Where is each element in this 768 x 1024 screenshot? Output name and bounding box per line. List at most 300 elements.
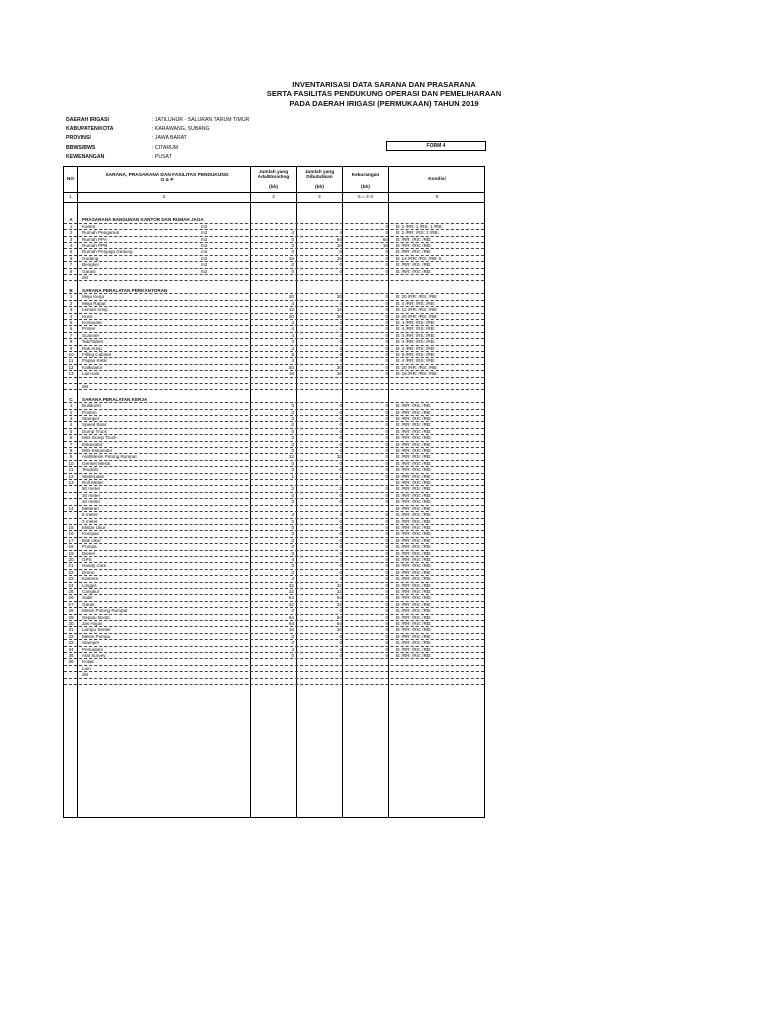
item-name: Bak Ukur <box>82 537 101 543</box>
condition: B: /RR: /RS: /RB: <box>396 653 432 659</box>
row-no: 5 <box>69 428 73 434</box>
qty-existing: 4 <box>291 556 294 562</box>
qty-existing: 1 <box>291 473 294 479</box>
item-name: 5 meter <box>82 512 98 518</box>
item-name: Meja Rapat <box>82 300 106 306</box>
item-name: Meja Kerja <box>82 294 104 300</box>
qty-shortage: 0 <box>385 351 388 357</box>
row-no: 3 <box>69 236 73 242</box>
row-no: 10 <box>68 351 74 357</box>
qty-shortage: 0 <box>385 294 388 300</box>
col-index-5: 5 = 4-3 <box>357 195 374 200</box>
item-name: Kantor <box>82 223 96 229</box>
item-name: Rumah Pengamat <box>82 230 120 236</box>
qty-needed: 4 <box>339 332 342 338</box>
qty-existing: 4 <box>291 319 294 325</box>
condition: B: /RR: /RS: /RB: <box>396 505 432 511</box>
item-name: Kamera <box>82 576 99 582</box>
qty-shortage: 0 <box>385 313 388 319</box>
item-unit: m2 <box>201 255 208 261</box>
item-unit: m2 <box>201 223 208 229</box>
qty-shortage: 0 <box>385 345 388 351</box>
section-title: PRASARANA BANGUNAN KANTOR DAN RUMAH JAGA <box>82 217 204 223</box>
item-name: Waterpass <box>82 473 104 479</box>
row-no: 29 <box>68 614 74 620</box>
col-index-3: 3 <box>272 195 275 200</box>
item-name: Papan Ketik <box>82 358 107 364</box>
qty-shortage: 0 <box>385 627 388 633</box>
row-no: B <box>69 287 73 293</box>
qty-existing: 0 <box>291 249 294 255</box>
item-name: Lain <box>82 665 91 671</box>
qty-shortage: 0 <box>385 595 388 601</box>
qty-shortage: 18 <box>382 243 388 249</box>
row-no: 12 <box>68 364 74 370</box>
info-label: BBWS/BWS <box>66 144 96 151</box>
condition: B: 4 /RR: /RS: /RB: <box>396 339 436 345</box>
qty-shortage: 0 <box>385 403 388 409</box>
condition: B: /RR: /RS: /RB: <box>396 268 432 274</box>
row-no: 14 <box>68 505 74 511</box>
row-no: 24 <box>68 582 74 588</box>
qty-existing: 4 <box>291 339 294 345</box>
row-no: A <box>69 217 73 223</box>
qty-shortage: 0 <box>385 614 388 620</box>
item-name: Printer <box>82 326 96 332</box>
row-no: 6 <box>69 255 73 261</box>
qty-existing: 64 <box>288 614 294 620</box>
condition: B: 4 /RR: /RS: /RB: <box>396 300 436 306</box>
info-value: : CITARUM <box>152 144 179 151</box>
qty-needed: 0 <box>339 435 342 441</box>
row-no: 6 <box>69 326 73 332</box>
item-name: Kompas <box>82 531 99 537</box>
condition: B: /RR: /RS: /RB: <box>396 409 432 415</box>
condition: B: /RR: /RS: /RB: <box>396 627 432 633</box>
qty-existing: 16 <box>288 627 294 633</box>
qty-needed: 0 <box>339 633 342 639</box>
qty-existing: 16 <box>288 371 294 377</box>
row-no: 9 <box>69 454 73 460</box>
condition: B: /RR: /RS: /RB: <box>396 460 432 466</box>
row-no: 30 <box>68 621 74 626</box>
qty-shortage: 0 <box>385 364 388 370</box>
row-no: 2 <box>69 230 73 236</box>
info-label: KABUPATEN/KOTA <box>66 126 114 133</box>
row-no: 2 <box>69 409 73 415</box>
col-index-1: 1 <box>69 195 72 200</box>
qty-shortage: 0 <box>385 416 388 421</box>
row-no: 32 <box>68 633 74 639</box>
row-no: 13 <box>68 371 74 377</box>
qty-shortage: 0 <box>385 473 388 479</box>
item-name: Cangkul <box>82 588 99 594</box>
info-label: KEWENANGAN <box>66 153 105 160</box>
qty-shortage: 0 <box>385 467 388 473</box>
qty-needed: 0 <box>339 448 342 454</box>
info-label: PROVINSI <box>66 135 91 142</box>
qty-needed: 32 <box>336 454 342 460</box>
item-name: Bulldozer <box>82 403 102 409</box>
condition: B: 4 /RR: /RS: /RB: <box>396 345 436 351</box>
item-name: Diesel <box>82 550 95 556</box>
qty-needed: 0 <box>339 428 342 434</box>
row-no: 31 <box>68 627 74 633</box>
item-name: 3 meter <box>82 518 98 524</box>
condition: B: /RR: /RS: /RB: <box>396 454 432 460</box>
item-name: Gudang <box>82 255 99 261</box>
qty-shortage: 0 <box>385 556 388 562</box>
item-name: Drone <box>82 569 95 575</box>
qty-shortage: 0 <box>385 307 388 313</box>
qty-existing: 0 <box>291 640 294 646</box>
qty-needed: 4 <box>339 576 342 582</box>
condition: B: /RR: /RS: /RB: <box>396 518 432 524</box>
condition: B: 4 /RR: /RS: /RB: <box>396 319 436 325</box>
condition: B: /RR: /RS: /RB: <box>396 550 432 556</box>
condition: B: /RR: /RS: /RB: <box>396 486 432 492</box>
qty-existing: 0 <box>291 428 294 434</box>
condition: B: /RR: /RS: /RB: <box>396 243 432 249</box>
qty-existing: 0 <box>291 492 294 498</box>
condition: B: /RR: /RS: /RB: <box>396 576 432 582</box>
info-value: : JATILUHUR - SALURAN TARUM TIMUR <box>152 117 250 123</box>
qty-needed: 20 <box>336 364 342 370</box>
row-no: 3 <box>69 307 73 313</box>
condition: B: /RR: /RS: /RB: <box>396 569 432 575</box>
info-value: : KARAWANG, SUBANG <box>152 126 210 133</box>
condition: B: /RR: /RS: /RB: <box>396 473 432 479</box>
item-name: Garasi <box>82 268 96 274</box>
row-no: 15 <box>68 524 74 530</box>
item-name: Scanner <box>82 332 100 338</box>
header-unit-kurang: (bh) <box>360 185 371 190</box>
qty-existing: 12 <box>288 307 294 313</box>
condition: B: /RR: /RS: /RB: <box>396 512 432 518</box>
inventory-table <box>63 166 485 818</box>
qty-needed: 32 <box>336 601 342 607</box>
qty-existing: 0 <box>291 633 294 639</box>
qty-shortage: 0 <box>385 249 388 255</box>
qty-existing: 32 <box>288 601 294 607</box>
condition: B: 20 /RR: /RS: /RB: <box>396 364 438 370</box>
condition: B: /RR: /RS: /RB: <box>396 448 432 454</box>
qty-needed: 0 <box>339 441 342 447</box>
item-name: Meteran <box>82 505 99 511</box>
row-no: 11 <box>68 358 74 364</box>
item-name: Stamper <box>82 640 100 646</box>
section-title: SARANA PERALATAN PERKANTORAN <box>82 287 168 293</box>
condition: B: 20 /RR: /RS: /RB: <box>396 294 438 300</box>
row-no: 6 <box>69 435 73 441</box>
row-no: 4 <box>69 313 73 319</box>
qty-existing: 0 <box>291 518 294 524</box>
qty-needed: 64 <box>336 614 342 620</box>
row-no: 34 <box>68 646 74 652</box>
qty-needed: 4 <box>339 339 342 345</box>
item-name: 10 meter <box>82 499 101 505</box>
qty-existing: 0 <box>291 236 294 242</box>
qty-needed: 16 <box>336 627 342 633</box>
qty-existing: 0 <box>291 416 294 421</box>
qty-shortage: 0 <box>385 608 388 614</box>
header-butuh: Jumlah yang Dibutuhkan <box>304 170 335 181</box>
item-name: Rumah PPA <box>82 236 107 242</box>
qty-shortage: 0 <box>385 332 388 338</box>
item-name: dst <box>82 275 89 281</box>
qty-needed: 0 <box>339 499 342 505</box>
condition: B: /RR: /RS: /RB: <box>396 614 432 620</box>
qty-shortage: 0 <box>385 262 388 268</box>
row-no: 16 <box>68 531 74 537</box>
row-no: 20 <box>68 556 74 562</box>
title-line-3: PADA DAERAH IRIGASI (PERMUKAAN) TAHUN 2019 <box>289 98 479 108</box>
qty-needed: 64 <box>336 236 342 242</box>
qty-needed: 0 <box>339 524 342 530</box>
qty-existing: 0 <box>291 422 294 428</box>
condition: B: /RR: /RS: /RB: <box>396 582 432 588</box>
qty-needed: 0 <box>339 550 342 556</box>
qty-shortage: 0 <box>385 544 388 550</box>
qty-shortage: 0 <box>385 339 388 345</box>
row-no: 8 <box>69 448 73 454</box>
qty-needed: 2 <box>339 486 342 492</box>
condition: B: /RR: /RS: /RB: <box>396 608 432 614</box>
row-no: 3 <box>69 416 73 421</box>
qty-existing: 20 <box>288 294 294 300</box>
qty-existing: 0 <box>291 524 294 530</box>
qty-shortage: 0 <box>385 448 388 454</box>
qty-needed: 0 <box>339 467 342 473</box>
item-name: Mini Eskavator <box>82 448 113 454</box>
row-no: 5 <box>69 249 73 255</box>
qty-needed: 0 <box>339 653 342 659</box>
row-no: 18 <box>68 544 74 550</box>
qty-needed: 0 <box>339 531 342 537</box>
item-name: Pompa <box>82 544 97 550</box>
qty-shortage: 0 <box>385 428 388 434</box>
qty-existing: 4 <box>291 358 294 364</box>
header-kurang: Kekurangan <box>351 173 380 178</box>
qty-existing: 0 <box>291 448 294 454</box>
condition: B: 20 /RR: /RS: /RB: <box>396 313 438 319</box>
item-name: Sabit <box>82 595 93 601</box>
condition: B: /RR: /RS: /RB: <box>396 531 432 537</box>
condition: B: /RR: /RS: /RB: <box>396 621 432 626</box>
row-no: 9 <box>69 345 73 351</box>
qty-shortage: 0 <box>385 640 388 646</box>
item-name: Alat/Mesin Potong Rumput <box>82 454 137 460</box>
qty-needed: 4 <box>339 319 342 325</box>
item-name: Sepatu Boots <box>82 614 110 620</box>
header-kondisi: Kondisi <box>428 177 446 182</box>
item-name: Mesin Potong Rumput <box>82 608 128 614</box>
qty-shortage: 0 <box>385 441 388 447</box>
item-name: Mini Dump Truck <box>82 435 117 441</box>
qty-existing: 0 <box>291 268 294 274</box>
qty-shortage: 0 <box>385 531 388 537</box>
condition: B: /RR: /RS: /RB: <box>396 499 432 505</box>
condition: B: /RR: /RS: /RB: <box>396 467 432 473</box>
qty-needed: 0 <box>339 416 342 421</box>
item-name: Mistar Ukur <box>82 524 106 530</box>
qty-needed: 16 <box>336 371 342 377</box>
qty-needed: 0 <box>339 409 342 415</box>
qty-needed: 64 <box>336 595 342 601</box>
info-row <box>66 144 249 153</box>
condition: B: /RR: /RS: /RB: <box>396 422 432 428</box>
condition: B: /RR: /RS: /RB: <box>396 646 432 652</box>
qty-existing: 4 <box>291 576 294 582</box>
row-no: 4 <box>69 422 73 428</box>
qty-existing: 64 <box>288 595 294 601</box>
condition: B: /RR: /RS: /RB: <box>396 441 432 447</box>
item-name: dst <box>82 672 89 678</box>
condition: B: /RR: /RS: /RB: <box>396 544 432 550</box>
item-name: Linggis <box>82 582 97 588</box>
condition: B: /RR: /RS: /RB: <box>396 595 432 601</box>
qty-existing: 4 <box>291 332 294 338</box>
row-no: 1 <box>69 294 73 300</box>
qty-existing: 2 <box>291 486 294 492</box>
qty-needed: 0 <box>339 268 342 274</box>
qty-needed: 4 <box>339 646 342 652</box>
item-name: Handy Cam <box>82 563 107 569</box>
info-value: : PUSAT <box>152 153 172 160</box>
info-row <box>66 134 249 143</box>
row-no: 21 <box>68 563 74 569</box>
qty-needed: 4 <box>339 300 342 306</box>
row-no: 1 <box>69 403 73 409</box>
qty-shortage: 0 <box>385 326 388 332</box>
item-unit: m2 <box>201 249 208 255</box>
qty-existing: 8 <box>291 351 294 357</box>
qty-shortage: 0 <box>385 569 388 575</box>
qty-needed: 18 <box>336 243 342 249</box>
qty-existing: 0 <box>291 435 294 441</box>
qty-shortage: 0 <box>385 524 388 530</box>
item-name: Teodolit <box>82 467 98 473</box>
qty-needed: 20 <box>336 294 342 300</box>
qty-shortage: 0 <box>385 486 388 492</box>
row-no: 4 <box>69 243 73 249</box>
qty-needed: 1 <box>339 473 342 479</box>
row-no: 7 <box>69 262 73 268</box>
row-no: 10 <box>68 460 74 466</box>
header-no: NO <box>66 177 75 182</box>
qty-existing: 0 <box>291 537 294 543</box>
title-line-2: SERTA FASILITAS PENDUKUNG OPERASI DAN PEMELIHARAAN <box>266 89 502 99</box>
condition: B: /RR: /RS: /RB: <box>396 537 432 543</box>
qty-existing: 0 <box>291 403 294 409</box>
row-no: C <box>69 396 73 402</box>
info-row <box>66 125 249 134</box>
row-no: 5 <box>69 319 73 325</box>
qty-needed: 8 <box>339 351 342 357</box>
col-index-6: 6 <box>435 195 439 200</box>
condition: B: /RR: /RS: /RB: <box>396 428 432 434</box>
qty-existing: 0 <box>291 243 294 249</box>
row-no: 17 <box>68 537 74 543</box>
qty-needed: 19 <box>336 255 342 261</box>
item-name: Stamper <box>82 416 100 421</box>
qty-shortage: 0 <box>385 550 388 556</box>
condition: B: /RR: /RS: /RB: <box>396 640 432 646</box>
qty-needed: 0 <box>339 518 342 524</box>
row-no: 26 <box>68 595 74 601</box>
row-no: 35 <box>68 653 74 659</box>
qty-existing: 4 <box>291 230 294 236</box>
row-no: 27 <box>68 601 74 607</box>
qty-shortage: 0 <box>385 223 388 229</box>
item-unit: m2 <box>201 243 208 249</box>
header-divider <box>64 192 484 193</box>
row-no: 8 <box>69 339 73 345</box>
qty-existing: 4 <box>291 512 294 518</box>
qty-existing: 4 <box>291 646 294 652</box>
qty-needed: 0 <box>339 569 342 575</box>
condition: B: /RR: /RS: /RB: <box>396 480 432 486</box>
item-unit: m2 <box>201 262 208 268</box>
qty-needed: 0 <box>339 544 342 550</box>
qty-existing: 4 <box>291 326 294 332</box>
qty-existing: 0 <box>291 499 294 505</box>
item-name: Kursi <box>82 313 93 319</box>
qty-existing: 0 <box>291 531 294 537</box>
qty-existing: 0 <box>291 653 294 659</box>
item-name: Genset Mesin <box>82 460 111 466</box>
item-unit: m2 <box>201 268 208 274</box>
qty-needed: 0 <box>339 403 342 409</box>
form-label: FORM 4 <box>386 141 486 151</box>
qty-existing: 0 <box>291 608 294 614</box>
qty-shortage: 0 <box>385 633 388 639</box>
header-divider <box>64 202 484 203</box>
qty-existing: 0 <box>291 550 294 556</box>
item-name: Filling Cabinet <box>82 351 112 357</box>
qty-shortage: 0 <box>385 371 388 377</box>
qty-needed: 0 <box>339 249 342 255</box>
row-no: 36 <box>68 659 74 665</box>
row-no: 12 <box>68 473 74 479</box>
condition: B: /RR: /RS: /RB: <box>396 588 432 594</box>
item-name: Kalkulator <box>82 364 103 370</box>
condition: B: /RR: /RS: /RB: <box>396 236 432 242</box>
item-name: Komputer <box>82 319 102 325</box>
condition: B: /RR: /RS: /RB: <box>396 601 432 607</box>
qty-existing: 0 <box>291 409 294 415</box>
item-name: Tab/Tablet <box>82 339 103 345</box>
item-name: Garuk <box>82 601 95 607</box>
qty-shortage: 0 <box>385 601 388 607</box>
item-name: Pemadam <box>82 646 103 652</box>
condition: B: /RR: /RS: /RB: <box>396 563 432 569</box>
condition: B: /RR: /RS: /RB: <box>396 556 432 562</box>
qty-needed: 4 <box>339 326 342 332</box>
qty-shortage: 0 <box>385 518 388 524</box>
qty-needed: 4 <box>339 230 342 236</box>
qty-needed: 0 <box>339 608 342 614</box>
condition: B: 14 /RR: /RS: /RB: 5 <box>396 255 442 261</box>
condition: B: /RR: /RS: /RB: <box>396 435 432 441</box>
condition: B: 12 /RR: /RS: /RB: <box>396 307 438 313</box>
qty-shortage: 0 <box>385 255 388 261</box>
qty-existing: 64 <box>288 621 294 626</box>
item-name: Rumah Penjaga Gedung <box>82 249 133 255</box>
item-name: 30 meter <box>82 492 101 498</box>
header-sarana: SARANA, PRASARANA DAN FASILITAS PENDUKUNG O & P <box>105 173 229 184</box>
row-no: 25 <box>68 588 74 594</box>
